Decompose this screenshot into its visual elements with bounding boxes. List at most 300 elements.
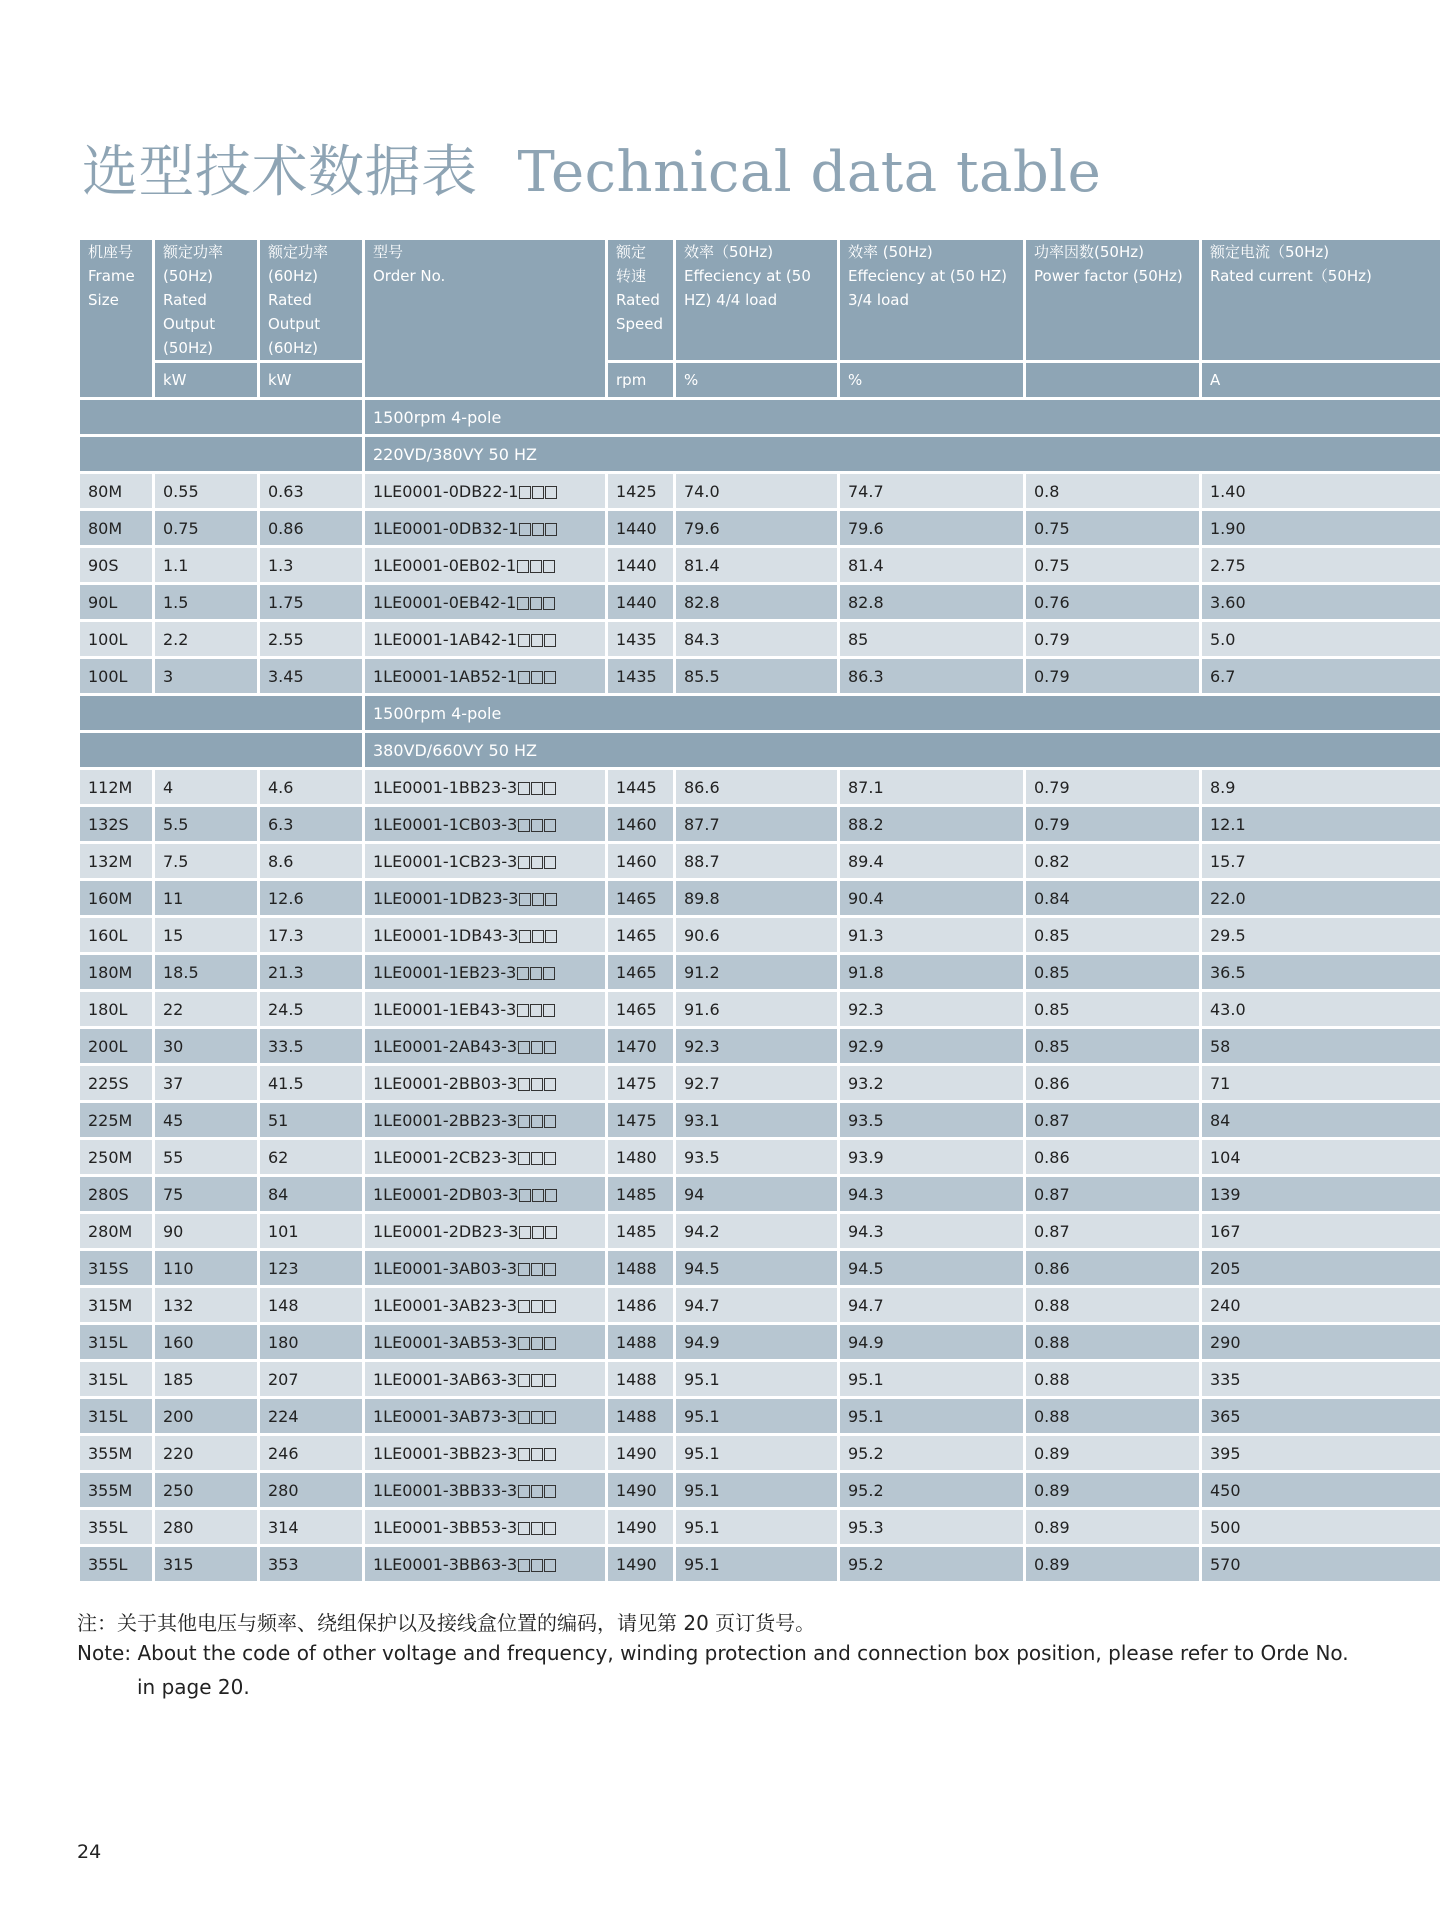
cell-rated-speed: 1490 [608,1510,673,1544]
cell-order-no [365,1325,605,1359]
empty-square-box-icon [544,1559,556,1572]
cell-rated-output-50hz: 45 [155,1103,257,1137]
cell-rated-current: 36.5 [1202,955,1440,989]
cell-efficiency-4-4-load: 90.6 [676,918,837,952]
cell-efficiency-4-4-load: 94.5 [676,1251,837,1285]
empty-square-box-icon [530,597,542,610]
empty-square-box-icon [545,1189,557,1202]
cell-rated-speed: 1465 [608,992,673,1026]
cell-efficiency-4-4-load: 91.6 [676,992,837,1026]
cell-efficiency-4-4-load: 94.7 [676,1288,837,1322]
cell-rated-speed: 1440 [608,585,673,619]
cell-rated-output-60hz: 84 [260,1177,362,1211]
empty-square-box-icon [518,634,530,647]
cell-efficiency-3-4-load: 82.8 [840,585,1023,619]
section-voltage-label: 220VD/380VY 50 HZ [365,437,1440,471]
order-no-text: 1LE0001-3AB03-3 [373,1258,518,1278]
cell-rated-speed: 1488 [608,1399,673,1433]
cell-order-no [365,1251,605,1285]
section-spacer [80,696,362,730]
cell-frame-size: 280M [80,1214,152,1248]
order-no-text: 1LE0001-1DB43-3 [373,925,519,945]
cell-frame-size: 160M [80,881,152,915]
cell-power-factor: 0.79 [1026,659,1199,693]
cell-frame-size: 80M [80,511,152,545]
empty-square-box-icon [544,1263,556,1276]
cell-frame-size: 100L [80,659,152,693]
cell-rated-output-60hz: 33.5 [260,1029,362,1063]
cell-rated-output-50hz: 18.5 [155,955,257,989]
empty-square-box-icon [545,1226,557,1239]
cell-rated-current: 58 [1202,1029,1440,1063]
cell-efficiency-4-4-load: 87.7 [676,807,837,841]
cell-rated-output-60hz: 280 [260,1473,362,1507]
table-row [80,807,1440,841]
empty-square-box-icon [544,1374,556,1387]
cell-efficiency-3-4-load: 92.9 [840,1029,1023,1063]
table-row [80,992,1440,1026]
cell-order-no [365,918,605,952]
cell-rated-output-50hz: 5.5 [155,807,257,841]
unit-rated-output-60hz: kW [260,363,362,397]
order-no-text: 1LE0001-3AB73-3 [373,1406,518,1426]
cell-frame-size: 280S [80,1177,152,1211]
cell-rated-output-50hz: 7.5 [155,844,257,878]
cell-efficiency-3-4-load: 93.5 [840,1103,1023,1137]
empty-square-box-icon [544,634,556,647]
table-row [80,770,1440,804]
order-no-text: 1LE0001-1AB52-1 [373,666,518,686]
section-header-row [80,400,1440,434]
cell-rated-output-60hz: 8.6 [260,844,362,878]
cell-frame-size: 355M [80,1473,152,1507]
cell-efficiency-3-4-load: 85 [840,622,1023,656]
empty-square-box-icon [517,1004,529,1017]
unit-efficiency-3-4-load: % [840,363,1023,397]
cell-rated-speed: 1475 [608,1103,673,1137]
cell-efficiency-4-4-load: 79.6 [676,511,837,545]
empty-square-box-icon [544,671,556,684]
cell-efficiency-4-4-load: 85.5 [676,659,837,693]
cell-efficiency-4-4-load: 82.8 [676,585,837,619]
empty-square-box-icon [530,1004,542,1017]
table-row [80,881,1440,915]
table-header-row [80,240,1440,360]
cell-order-no [365,807,605,841]
cell-rated-output-50hz: 250 [155,1473,257,1507]
cell-rated-current: 450 [1202,1473,1440,1507]
cell-power-factor: 0.79 [1026,807,1199,841]
cell-efficiency-3-4-load: 87.1 [840,770,1023,804]
empty-square-box-icon [518,1152,530,1165]
cell-efficiency-3-4-load: 95.1 [840,1399,1023,1433]
order-no-text: 1LE0001-0DB32-1 [373,518,519,538]
cell-order-no [365,1362,605,1396]
cell-power-factor: 0.85 [1026,955,1199,989]
cell-rated-current: 1.40 [1202,474,1440,508]
empty-square-box-icon [544,1152,556,1165]
empty-square-box-icon [531,819,543,832]
cell-rated-current: 500 [1202,1510,1440,1544]
cell-order-no [365,1214,605,1248]
cell-frame-size: 225S [80,1066,152,1100]
cell-power-factor: 0.88 [1026,1362,1199,1396]
empty-square-box-icon [532,1189,544,1202]
table-row [80,1547,1440,1581]
table-row [80,1103,1440,1137]
empty-square-box-icon [518,856,530,869]
cell-rated-output-50hz: 220 [155,1436,257,1470]
cell-frame-size: 315L [80,1325,152,1359]
cell-frame-size: 355M [80,1436,152,1470]
cell-frame-size: 355L [80,1510,152,1544]
empty-square-box-icon [519,1189,531,1202]
cell-rated-output-60hz: 0.86 [260,511,362,545]
order-no-text: 1LE0001-2BB03-3 [373,1073,518,1093]
cell-power-factor: 0.88 [1026,1288,1199,1322]
cell-frame-size: 250M [80,1140,152,1174]
empty-square-box-icon [532,930,544,943]
empty-square-box-icon [531,671,543,684]
cell-efficiency-3-4-load: 94.3 [840,1214,1023,1248]
cell-rated-current: 205 [1202,1251,1440,1285]
cell-rated-speed: 1460 [608,844,673,878]
empty-square-box-icon [531,1374,543,1387]
cell-power-factor: 0.88 [1026,1399,1199,1433]
cell-order-no [365,622,605,656]
cell-rated-current: 395 [1202,1436,1440,1470]
cell-rated-output-60hz: 3.45 [260,659,362,693]
table-row [80,659,1440,693]
cell-power-factor: 0.87 [1026,1214,1199,1248]
table-row [80,511,1440,545]
cell-rated-current: 12.1 [1202,807,1440,841]
cell-rated-current: 15.7 [1202,844,1440,878]
cell-frame-size: 180M [80,955,152,989]
cell-rated-output-50hz: 0.55 [155,474,257,508]
cell-rated-current: 167 [1202,1214,1440,1248]
order-no-text: 1LE0001-1AB42-1 [373,629,518,649]
cell-frame-size: 80M [80,474,152,508]
empty-square-box-icon [518,1522,530,1535]
cell-rated-output-50hz: 30 [155,1029,257,1063]
cell-rated-speed: 1465 [608,955,673,989]
cell-rated-current: 6.7 [1202,659,1440,693]
table-row [80,1325,1440,1359]
cell-rated-speed: 1490 [608,1547,673,1581]
cell-order-no [365,770,605,804]
cell-order-no [365,955,605,989]
cell-power-factor: 0.82 [1026,844,1199,878]
empty-square-box-icon [518,1041,530,1054]
table-row [80,474,1440,508]
cell-rated-output-50hz: 1.1 [155,548,257,582]
cell-order-no [365,1288,605,1322]
cell-efficiency-4-4-load: 86.6 [676,770,837,804]
cell-rated-current: 22.0 [1202,881,1440,915]
cell-order-no [365,1436,605,1470]
cell-efficiency-3-4-load: 86.3 [840,659,1023,693]
cell-rated-output-50hz: 1.5 [155,585,257,619]
cell-power-factor: 0.75 [1026,511,1199,545]
cell-rated-speed: 1465 [608,881,673,915]
cell-rated-speed: 1435 [608,659,673,693]
cell-power-factor: 0.87 [1026,1103,1199,1137]
cell-frame-size: 315L [80,1362,152,1396]
cell-power-factor: 0.89 [1026,1510,1199,1544]
cell-rated-speed: 1425 [608,474,673,508]
cell-power-factor: 0.86 [1026,1066,1199,1100]
cell-order-no [365,511,605,545]
order-no-text: 1LE0001-3BB53-3 [373,1517,518,1537]
order-no-text: 1LE0001-2CB23-3 [373,1147,518,1167]
section-spacer [80,437,362,471]
cell-rated-output-60hz: 1.3 [260,548,362,582]
cell-frame-size: 225M [80,1103,152,1137]
cell-rated-output-60hz: 12.6 [260,881,362,915]
cell-efficiency-4-4-load: 94.2 [676,1214,837,1248]
header-rated-output-60hz: 额定功率 (60Hz) Rated Output (60Hz) [260,240,362,360]
empty-square-box-icon [544,856,556,869]
cell-power-factor: 0.86 [1026,1140,1199,1174]
cell-efficiency-4-4-load: 84.3 [676,622,837,656]
cell-order-no [365,585,605,619]
cell-efficiency-4-4-load: 92.7 [676,1066,837,1100]
cell-efficiency-4-4-load: 94.9 [676,1325,837,1359]
cell-rated-current: 365 [1202,1399,1440,1433]
order-no-text: 1LE0001-2AB43-3 [373,1036,518,1056]
empty-square-box-icon [544,819,556,832]
order-no-text: 1LE0001-3BB63-3 [373,1554,518,1574]
cell-rated-current: 71 [1202,1066,1440,1100]
cell-rated-output-50hz: 2.2 [155,622,257,656]
cell-efficiency-4-4-load: 95.1 [676,1547,837,1581]
cell-rated-speed: 1485 [608,1177,673,1211]
table-row [80,548,1440,582]
order-no-text: 1LE0001-0DB22-1 [373,481,519,501]
cell-efficiency-3-4-load: 95.2 [840,1547,1023,1581]
empty-square-box-icon [518,1300,530,1313]
empty-square-box-icon [544,1448,556,1461]
empty-square-box-icon [531,1559,543,1572]
cell-order-no [365,1510,605,1544]
section-voltage-label: 380VD/660VY 50 HZ [365,733,1440,767]
cell-efficiency-3-4-load: 90.4 [840,881,1023,915]
cell-efficiency-4-4-load: 94 [676,1177,837,1211]
cell-rated-output-50hz: 75 [155,1177,257,1211]
cell-power-factor: 0.75 [1026,548,1199,582]
cell-rated-output-50hz: 280 [155,1510,257,1544]
cell-frame-size: 90S [80,548,152,582]
cell-rated-output-60hz: 17.3 [260,918,362,952]
cell-order-no [365,881,605,915]
cell-efficiency-3-4-load: 94.7 [840,1288,1023,1322]
cell-rated-current: 570 [1202,1547,1440,1581]
cell-rated-speed: 1480 [608,1140,673,1174]
cell-power-factor: 0.88 [1026,1325,1199,1359]
cell-order-no [365,1029,605,1063]
cell-order-no [365,844,605,878]
table-row [80,844,1440,878]
cell-rated-speed: 1488 [608,1362,673,1396]
cell-rated-current: 290 [1202,1325,1440,1359]
empty-square-box-icon [544,1485,556,1498]
empty-square-box-icon [519,930,531,943]
empty-square-box-icon [518,1337,530,1350]
empty-square-box-icon [531,1522,543,1535]
cell-frame-size: 315L [80,1399,152,1433]
cell-power-factor: 0.8 [1026,474,1199,508]
table-row [80,1436,1440,1470]
cell-efficiency-3-4-load: 91.3 [840,918,1023,952]
cell-power-factor: 0.86 [1026,1251,1199,1285]
empty-square-box-icon [544,1300,556,1313]
empty-square-box-icon [519,1226,531,1239]
cell-rated-output-50hz: 37 [155,1066,257,1100]
page-title-zh: 选型技术数据表 [82,140,478,205]
cell-rated-output-60hz: 6.3 [260,807,362,841]
cell-rated-current: 1.90 [1202,511,1440,545]
order-no-text: 1LE0001-1BB23-3 [373,777,518,797]
cell-rated-output-60hz: 1.75 [260,585,362,619]
cell-order-no [365,1066,605,1100]
cell-rated-current: 84 [1202,1103,1440,1137]
order-no-text: 1LE0001-2BB23-3 [373,1110,518,1130]
cell-efficiency-4-4-load: 91.2 [676,955,837,989]
cell-power-factor: 0.76 [1026,585,1199,619]
table-row [80,1510,1440,1544]
cell-order-no [365,548,605,582]
cell-rated-speed: 1460 [608,807,673,841]
cell-frame-size: 355L [80,1547,152,1581]
cell-rated-speed: 1490 [608,1436,673,1470]
cell-rated-output-60hz: 51 [260,1103,362,1137]
section-header-row [80,437,1440,471]
header-power-factor: 功率因数(50Hz) Power factor (50Hz) [1026,240,1199,360]
table-row [80,585,1440,619]
table-unit-row [80,363,1440,397]
header-efficiency-4-4-load: 效率（50Hz) Effeciency at (50 HZ) 4/4 load [676,240,837,360]
section-speed-label: 1500rpm 4-pole [365,400,1440,434]
cell-rated-speed: 1435 [608,622,673,656]
empty-square-box-icon [531,1448,543,1461]
cell-rated-output-50hz: 110 [155,1251,257,1285]
cell-frame-size: 112M [80,770,152,804]
table-row [80,1066,1440,1100]
header-rated-speed: 额定 转速 Rated Speed [608,240,673,360]
cell-order-no [365,659,605,693]
cell-rated-output-60hz: 0.63 [260,474,362,508]
table-row [80,622,1440,656]
header-frame-size: 机座号 Frame Size [80,240,152,397]
page-title [82,128,1101,208]
unit-rated-current: A [1202,363,1440,397]
cell-efficiency-3-4-load: 79.6 [840,511,1023,545]
cell-power-factor: 0.89 [1026,1436,1199,1470]
cell-rated-output-60hz: 62 [260,1140,362,1174]
table-row [80,918,1440,952]
header-rated-output-50hz: 额定功率 (50Hz) Rated Output (50Hz) [155,240,257,360]
empty-square-box-icon [518,1078,530,1091]
empty-square-box-icon [532,893,544,906]
cell-efficiency-4-4-load: 93.1 [676,1103,837,1137]
cell-rated-speed: 1440 [608,548,673,582]
empty-square-box-icon [531,1263,543,1276]
unit-efficiency-4-4-load: % [676,363,837,397]
empty-square-box-icon [531,1078,543,1091]
order-no-text: 1LE0001-0EB42-1 [373,592,517,612]
empty-square-box-icon [531,634,543,647]
empty-square-box-icon [544,1041,556,1054]
cell-frame-size: 132S [80,807,152,841]
cell-rated-output-60hz: 123 [260,1251,362,1285]
cell-efficiency-4-4-load: 95.1 [676,1473,837,1507]
cell-frame-size: 100L [80,622,152,656]
cell-rated-speed: 1488 [608,1251,673,1285]
header-order-no: 型号 Order No. [365,240,605,397]
table-row [80,1177,1440,1211]
cell-rated-output-50hz: 315 [155,1547,257,1581]
cell-frame-size: 180L [80,992,152,1026]
empty-square-box-icon [518,782,530,795]
cell-rated-output-60hz: 2.55 [260,622,362,656]
cell-rated-output-50hz: 160 [155,1325,257,1359]
cell-order-no [365,1103,605,1137]
section-spacer [80,400,362,434]
order-no-text: 1LE0001-3AB63-3 [373,1369,518,1389]
order-no-text: 1LE0001-1EB43-3 [373,999,517,1019]
note-zh: 注：关于其他电压与频率、绕组保护以及接线盒位置的编码，请见第 20 页订货号。 [77,1611,816,1635]
page-title-en: Technical data table [517,140,1102,205]
empty-square-box-icon [543,560,555,573]
cell-rated-output-60hz: 224 [260,1399,362,1433]
cell-frame-size: 315M [80,1288,152,1322]
cell-rated-speed: 1485 [608,1214,673,1248]
cell-efficiency-4-4-load: 95.1 [676,1362,837,1396]
cell-efficiency-3-4-load: 89.4 [840,844,1023,878]
order-no-text: 1LE0001-1CB03-3 [373,814,518,834]
empty-square-box-icon [544,1522,556,1535]
empty-square-box-icon [543,967,555,980]
cell-rated-current: 335 [1202,1362,1440,1396]
cell-efficiency-4-4-load: 95.1 [676,1510,837,1544]
order-no-text: 1LE0001-3BB33-3 [373,1480,518,1500]
cell-efficiency-4-4-load: 89.8 [676,881,837,915]
note-en-line2: in page 20. [137,1675,250,1699]
empty-square-box-icon [519,893,531,906]
table-row [80,1288,1440,1322]
empty-square-box-icon [531,856,543,869]
order-no-text: 1LE0001-3AB23-3 [373,1295,518,1315]
cell-rated-output-50hz: 4 [155,770,257,804]
cell-rated-output-50hz: 11 [155,881,257,915]
empty-square-box-icon [517,560,529,573]
cell-rated-speed: 1486 [608,1288,673,1322]
cell-rated-speed: 1470 [608,1029,673,1063]
cell-rated-current: 5.0 [1202,622,1440,656]
cell-efficiency-4-4-load: 92.3 [676,1029,837,1063]
empty-square-box-icon [544,1115,556,1128]
technical-data-table [77,237,1440,1584]
section-speed-label: 1500rpm 4-pole [365,696,1440,730]
cell-rated-output-60hz: 148 [260,1288,362,1322]
cell-rated-output-60hz: 24.5 [260,992,362,1026]
order-no-text: 1LE0001-1EB23-3 [373,962,517,982]
unit-rated-speed: rpm [608,363,673,397]
empty-square-box-icon [532,523,544,536]
note-en-line1: Note: About the code of other voltage and frequency, winding protection and connection box position, please refer to Orde No. [77,1641,1349,1665]
empty-square-box-icon [518,1559,530,1572]
